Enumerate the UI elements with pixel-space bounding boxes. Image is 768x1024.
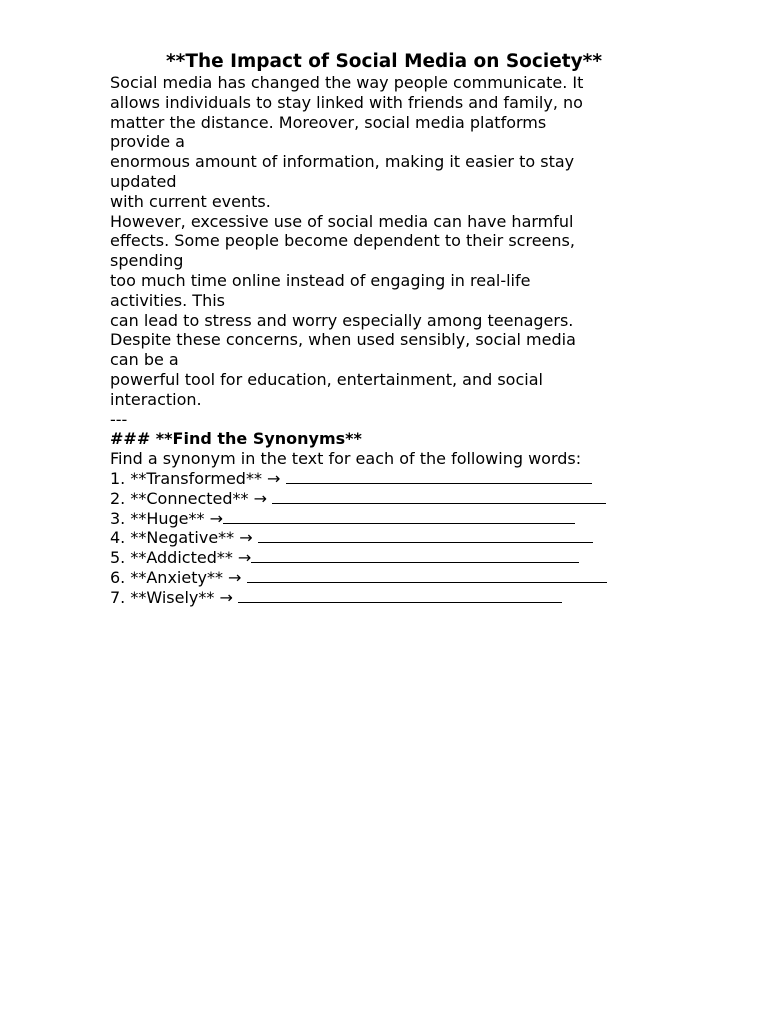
synonym-prompt: 6. **Anxiety** →: [110, 567, 247, 587]
synonym-item: [110, 588, 670, 608]
paragraph-line: with current events.: [110, 191, 271, 211]
paragraph-line: can lead to stress and worry especially among teenagers.: [110, 310, 574, 330]
answer-blank[interactable]: [223, 522, 575, 524]
answer-blank[interactable]: [238, 601, 562, 603]
synonym-item: [110, 469, 670, 489]
synonym-prompt: 4. **Negative** →: [110, 528, 258, 548]
synonym-prompt: 2. **Connected** →: [110, 488, 273, 508]
exercise-instruction: Find a synonym in the text for each of the following words:: [110, 449, 582, 469]
answer-blank[interactable]: [251, 561, 579, 563]
paragraph-line: updated: [110, 171, 177, 191]
paragraph-line: effects. Some people become dependent to their screens,: [110, 231, 575, 251]
paragraph-line: Social media has changed the way people communicate. It: [110, 73, 584, 92]
paragraph-line: interaction.: [110, 389, 202, 409]
page-title: **The Impact of Social Media on Society**: [166, 51, 602, 72]
paragraph-line: However, excessive use of social media can have harmful: [110, 211, 574, 231]
paragraph-line: spending: [110, 251, 184, 271]
synonym-item: [110, 528, 670, 548]
paragraph-line: provide a: [110, 132, 185, 152]
synonym-item: [110, 548, 670, 568]
paragraph-line: allows individuals to stay linked with friends and family, no: [110, 92, 583, 112]
synonym-item: [110, 568, 670, 588]
paragraph-line: matter the distance. Moreover, social media platforms: [110, 112, 547, 132]
synonym-item: [110, 509, 670, 529]
section-separator: ---: [110, 409, 128, 429]
synonym-prompt: 7. **Wisely** →: [110, 587, 238, 607]
answer-blank[interactable]: [258, 541, 593, 543]
paragraph-line: can be a: [110, 350, 179, 370]
answer-blank[interactable]: [247, 581, 607, 583]
exercise-heading: ### **Find the Synonyms**: [110, 429, 362, 449]
paragraph-line: activities. This: [110, 290, 225, 310]
paragraph-line: enormous amount of information, making it easier to stay: [110, 152, 575, 172]
synonym-prompt: 5. **Addicted** →: [110, 548, 252, 568]
answer-blank[interactable]: [286, 482, 592, 484]
document-body: [110, 73, 670, 608]
synonym-prompt: 3. **Huge** →: [110, 508, 224, 528]
synonym-item: [110, 489, 670, 509]
paragraph-line: too much time online instead of engaging in real-life: [110, 270, 531, 290]
answer-blank[interactable]: [272, 502, 606, 504]
paragraph-line: Despite these concerns, when used sensibly, social media: [110, 330, 576, 350]
synonym-prompt: 1. **Transformed** →: [110, 468, 286, 488]
paragraph-line: powerful tool for education, entertainment, and social: [110, 369, 543, 389]
